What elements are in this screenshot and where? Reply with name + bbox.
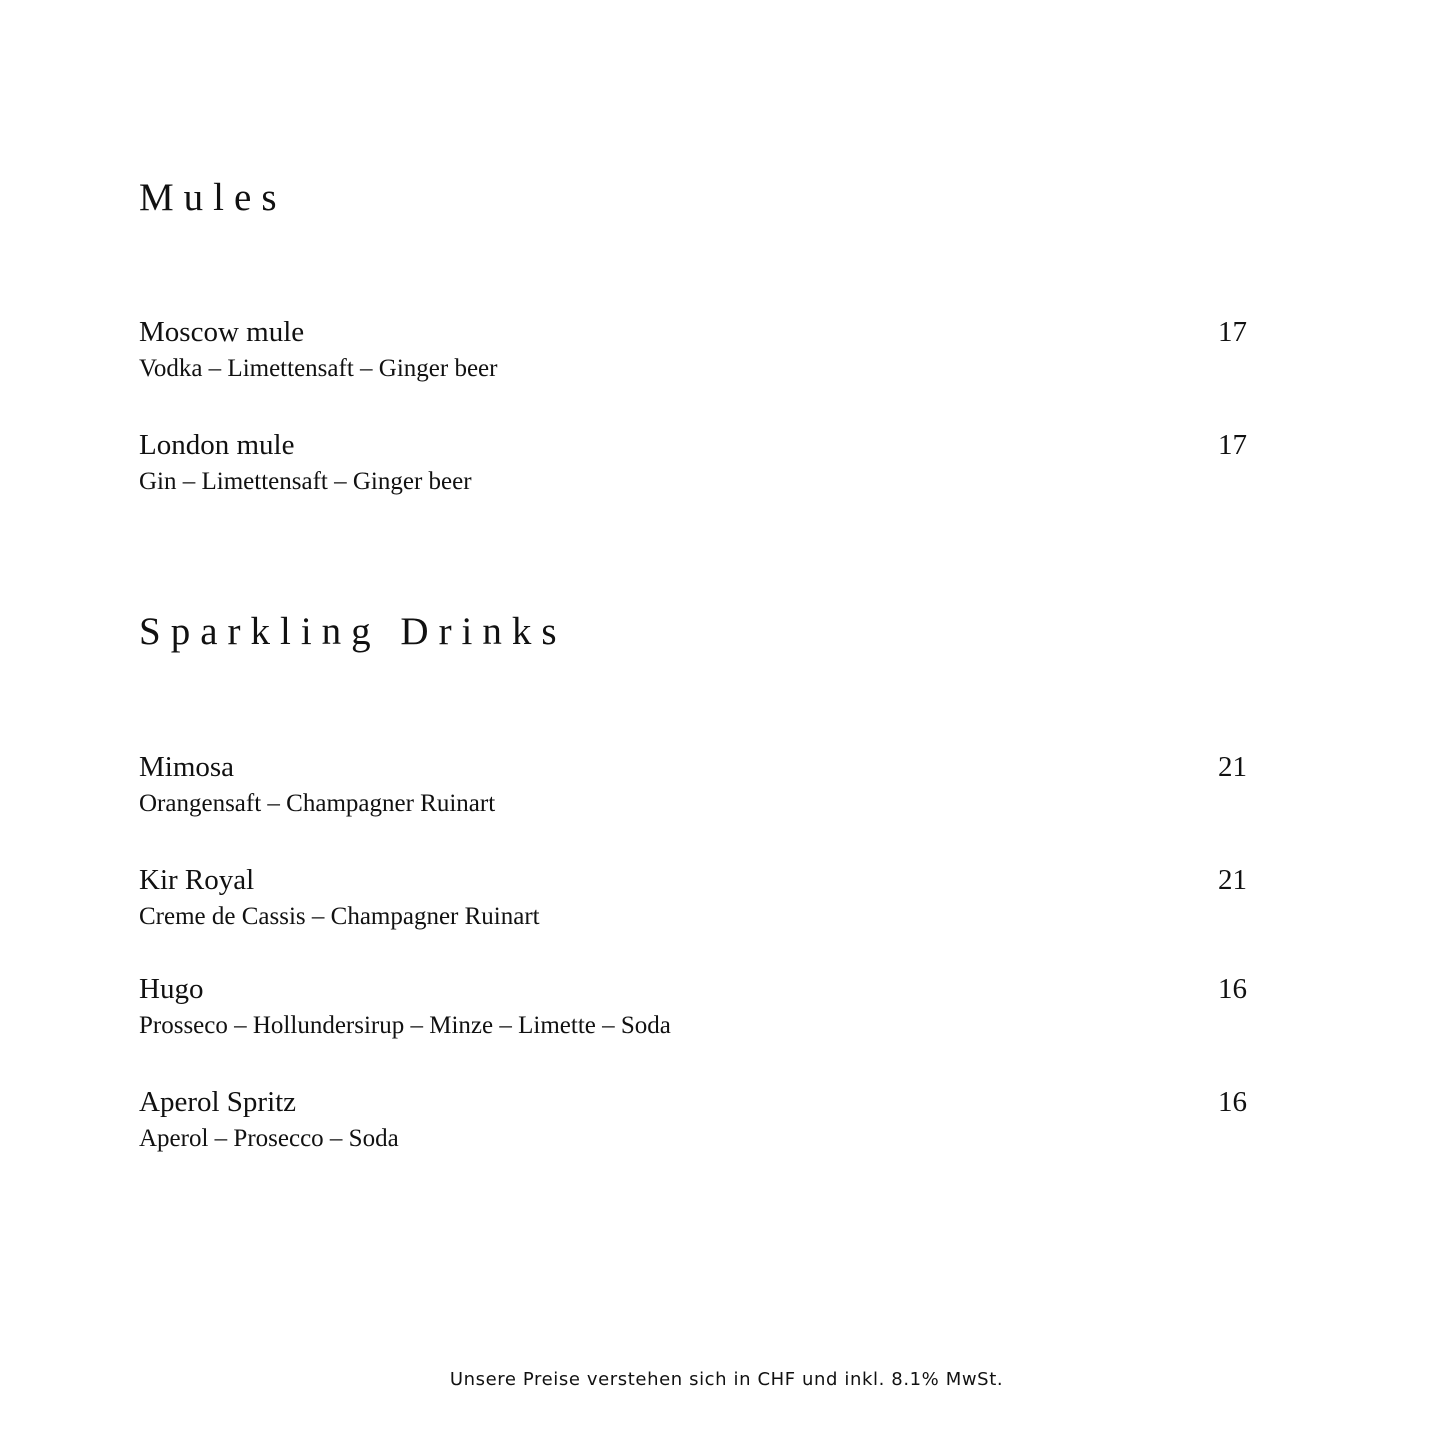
price-note-footer: Unsere Preise verstehen sich in CHF und inkl. 8.1% MwSt. [449, 1369, 1004, 1390]
item-price: 16 [1218, 973, 1247, 1005]
item-price: 21 [1218, 864, 1247, 896]
item-description: Prosseco – Hollundersirup – Minze – Limette – Soda [139, 1012, 671, 1039]
menu-item-london-mule [139, 428, 1247, 497]
menu-item-aperol-spritz [139, 1085, 1247, 1154]
menu-item-moscow-mule [139, 315, 1247, 384]
section-title-mules: Mules [139, 176, 287, 219]
item-description: Vodka – Limettensaft – Ginger beer [139, 355, 498, 382]
item-description: Orangensaft – Champagner Ruinart [139, 790, 496, 817]
item-name: Aperol Spritz [139, 1086, 297, 1118]
item-name: Moscow mule [139, 316, 305, 348]
section-title-sparkling-drinks: Sparkling Drinks [139, 610, 567, 653]
item-description: Gin – Limettensaft – Ginger beer [139, 468, 472, 495]
item-name: London mule [139, 429, 295, 461]
item-name: Hugo [139, 973, 204, 1005]
item-description: Aperol – Prosecco – Soda [139, 1125, 399, 1152]
item-name: Mimosa [139, 751, 235, 783]
menu-item-hugo [139, 972, 1247, 1041]
menu-item-kir-royal [139, 863, 1247, 932]
item-name: Kir Royal [139, 864, 255, 896]
item-description: Creme de Cassis – Champagner Ruinart [139, 903, 540, 930]
item-price: 17 [1218, 429, 1247, 461]
item-price: 16 [1218, 1086, 1247, 1118]
menu-item-mimosa [139, 750, 1247, 819]
item-price: 17 [1218, 316, 1247, 348]
item-price: 21 [1218, 751, 1247, 783]
